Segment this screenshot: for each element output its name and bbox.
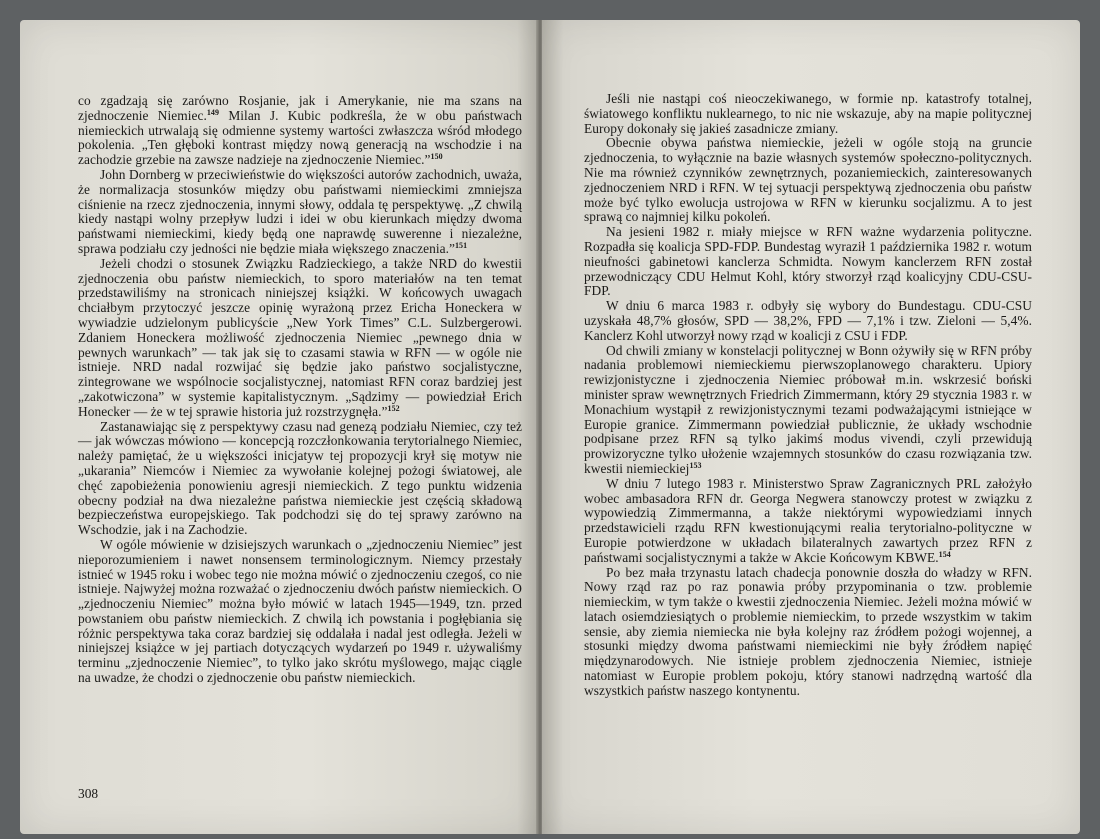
right-page-text [584, 92, 1032, 699]
paragraph: W ogóle mówienie w dzisiejszych warunkach o „zjednoczeniu Niemiec” jest nieporozumieniem i nawet nonsensem terminologicznym. Niemcy przestały istnieć w 1945 roku i wobec tego nie można mówić o zjednoczeniu czegoś, co nie istnieje. Najwyżej można rozważać o zjednoczeniu dwóch państw niemieckich. O „zjednoczeniu Niemiec” można było mówić w latach 1945—1949, tzn. przed powstaniem obu państw niemieckich. Z chwilą ich powstania i pogłębiania się różnic perspektywa taka coraz bardziej się oddalała i nadal jest odległa. Jeżeli w niniejszej książce w jej partiach dotyczących wydarzeń po 1949 r. używaliśmy terminu „zjednoczenie Niemiec”, to tylko jako skrótu myślowego, mając ciągle na uwadze, że chodzi o zjednoczenie obu państw niemieckich. [78, 536, 522, 686]
page-number: 308 [78, 786, 99, 801]
footnote-marker: 149 [206, 107, 220, 117]
paragraph: W dniu 6 marca 1983 r. odbyły się wybory do Bundestagu. CDU-CSU uzyskała 48,7% głosów, SPD — 38,2%, FPD — 7,1% i tzw. Zieloni — 5,4%. Kanclerz Kohl utworzył nowy rząd w koalicji z CSU i FDP. [584, 298, 1032, 343]
paragraph: Po bez mała trzynastu latach chadecja ponownie doszła do władzy w RFN. Nowy rząd raz po raz ponawia próby przypominania o tzw. problemie niemieckim, w tym także o kwestii zjednoczenia Niemiec. Jeżeli można mówić w latach osiemdziesiątych o problemie niemieckim, to przede wszystkim w takim sensie, aby ziemia niemiecka nie była kolejny raz źródłem pożogi wojennej, a stosunki między dwoma państwami niemieckimi nie były źródłem napięć międzynarodowych. Nie istnieje problem zjednoczenia Niemiec, istnieje natomiast w Europie problem pokoju, który stanowi nadrzędną wartość dla wszystkich państw naszego kontynentu. [584, 564, 1032, 698]
right-page [542, 20, 1080, 834]
paragraph: Zastanawiając się z perspektywy czasu nad genezą podziału Niemiec, czy też — jak wówczas mówiono — koncepcją rozczłonkowania terytorialnego Niemiec, należy pamiętać, że u większości inicjatyw tej propozycji krył się motyw nie „ukarania” Niemców i Niemiec za wywołanie kolejnej pożogi światowej, ale chęć zapobieżenia ponowieniu agresji niemieckich. Z tego punktu widzenia obecny podział na dwa niezależne państwa niemieckie jest częścią składową bezpieczeństwa europejskiego. Tak podchodzi się do tej sprawy zarówno na Wschodzie, jak i na Zachodzie. [78, 418, 522, 538]
paragraph: W dniu 7 lutego 1983 r. Ministerstwo Spraw Zagranicznych PRL założyło wobec ambasadora RFN dr. Georga Negwera stanowczy protest w związku z wypowiedzią Zimmermanna, a także niektórymi wypowiedziami innych przedstawicieli rządu RFN kwestionującymi realia terytorialno-polityczne w Europie potwierdzone w układach bilateralnych zawartych przez RFN z państwami socjalistycznymi a także w Akcie Końcowym KBWE.$^{154}$ [584, 475, 1032, 565]
left-page [20, 20, 538, 834]
footnote-marker: 153 [689, 460, 702, 470]
paragraph: Jeśli nie nastąpi coś nieoczekiwanego, w formie np. katastrofy totalnej, światowego konfliktu nuklearnego, to nic nie wskazuje, aby na mapie politycznej Europy dokonały się jakieś zasadnicze zmiany. [584, 91, 1032, 136]
footnote-marker: 152 [387, 403, 400, 413]
paragraph: John Dornberg w przeciwieństwie do większości autorów zachodnich, uważa, że normalizacja stosunków między obu państwami niemieckimi zmniejsza ciśnienie na rzecz zjednoczenia, innymi słowy, oddala tę perspektywę. „Z chwilą kiedy nastąpi wolny przepływ ludzi i idei w obu kierunkach między dwoma państwami niemieckimi, kiedy będą one naprawdę suwerenne i niezależne, sprawa podziału czy jedności nie będzie miała większego znaczenia.”$^{151}$ [78, 166, 522, 256]
paragraph: Na jesieni 1982 r. miały miejsce w RFN ważne wydarzenia polityczne. Rozpadła się koalicja SPD-FDP. Bundestag wyraził 1 października 1982 r. wotum nieufności gabinetowi kanclerza Schmidta. Nowym kanclerzem RFN został przewodniczący CDU Helmut Kohl, który stworzył rząd koalicyjny CDU-CSU-FDP. [584, 224, 1032, 299]
paragraph: co zgadzają się zarówno Rosjanie, jak i Amerykanie, nie ma szans na zjednoczenie Niemiec.$^{149}$ Milan J. Kubic podkreśla, że w obu państwach niemieckich utrwalają się odmienne systemy wartości zwłaszcza wśród młodego pokolenia. „Ten głęboki kontrast między nową generacją na wschodzie i na zachodzie grzebie na zawsze nadzieje na zjednoczenie Niemiec.”$^{150}$ [78, 93, 522, 168]
footnote-marker: 151 [455, 240, 468, 250]
footnote-marker: 150 [430, 152, 443, 162]
paragraph: Obecnie obywa państwa niemieckie, jeżeli w ogóle stoją na gruncie zjednoczenia, to wyłącznie na bazie własnych systemów społeczno-politycznych. Nie ma również czynników zewnętrznych, pozaniemieckich, zainteresowanych zjednoczeniem NRD i RFN. W tej sytuacji perspektywą zjednoczenia obu państw może być tylko ewolucja ustrojowa w RFN w kierunku socjalizmu. A to jest sprawą co najmniej kilku pokoleń. [584, 135, 1032, 225]
left-page-text [78, 94, 522, 686]
footnote-marker: 154 [938, 549, 951, 559]
paragraph: Od chwili zmiany w konstelacji politycznej w Bonn ożywiły się w RFN próby nadania problemowi niemieckiemu pierwszoplanowego charakteru. Upiory rewizjonistyczne i zjednoczenia Niemiec próbował m.in. wskrzesić boński minister spraw wewnętrznych Friedrich Zimmermann, który 29 stycznia 1983 r. w Monachium wystąpił z rewizjonistycznymi tezami podważającymi istniejące w Europie granice. Zimmermann powiedział publicznie, że układy wschodnie podpisane przez RFN są tylko jakimś modus vivendi, czyli przewidują prowizoryczne tylko ułożenie wzajemnych stosunków do czasu rozwiązania tzw. kwestii niemieckiej$^{153}$ [584, 342, 1032, 476]
paragraph: Jeżeli chodzi o stosunek Związku Radzieckiego, a także NRD do kwestii zjednoczenia obu państw niemieckich, to sporo materiałów na ten temat przedstawiliśmy na stronicach niniejszej książki. W końcowych uwagach chciałbym przytoczyć jeszcze opinię wyrażoną przez Ericha Honeckera w wywiadzie udzielonym publicyście „New York Times” C.L. Sulzbergerowi. Zdaniem Honeckera możliwość zjednoczenia Niemiec „pewnego dnia w pewnych warunkach” — tak jak się to czasami stawia w RFN — w ogóle nie istnieje. NRD nadal rozwijać się będzie jako państwo socjalistyczne, zintegrowane we wspólnocie socjalistycznej, natomiast RFN coraz bardziej jest „zakotwiczona” w systemie kapitalistycznym. „Sądzimy — powiedział Erich Honecker — że w tej sprawie historia już rozstrzygnęła.”$^{152}$ [78, 255, 522, 419]
